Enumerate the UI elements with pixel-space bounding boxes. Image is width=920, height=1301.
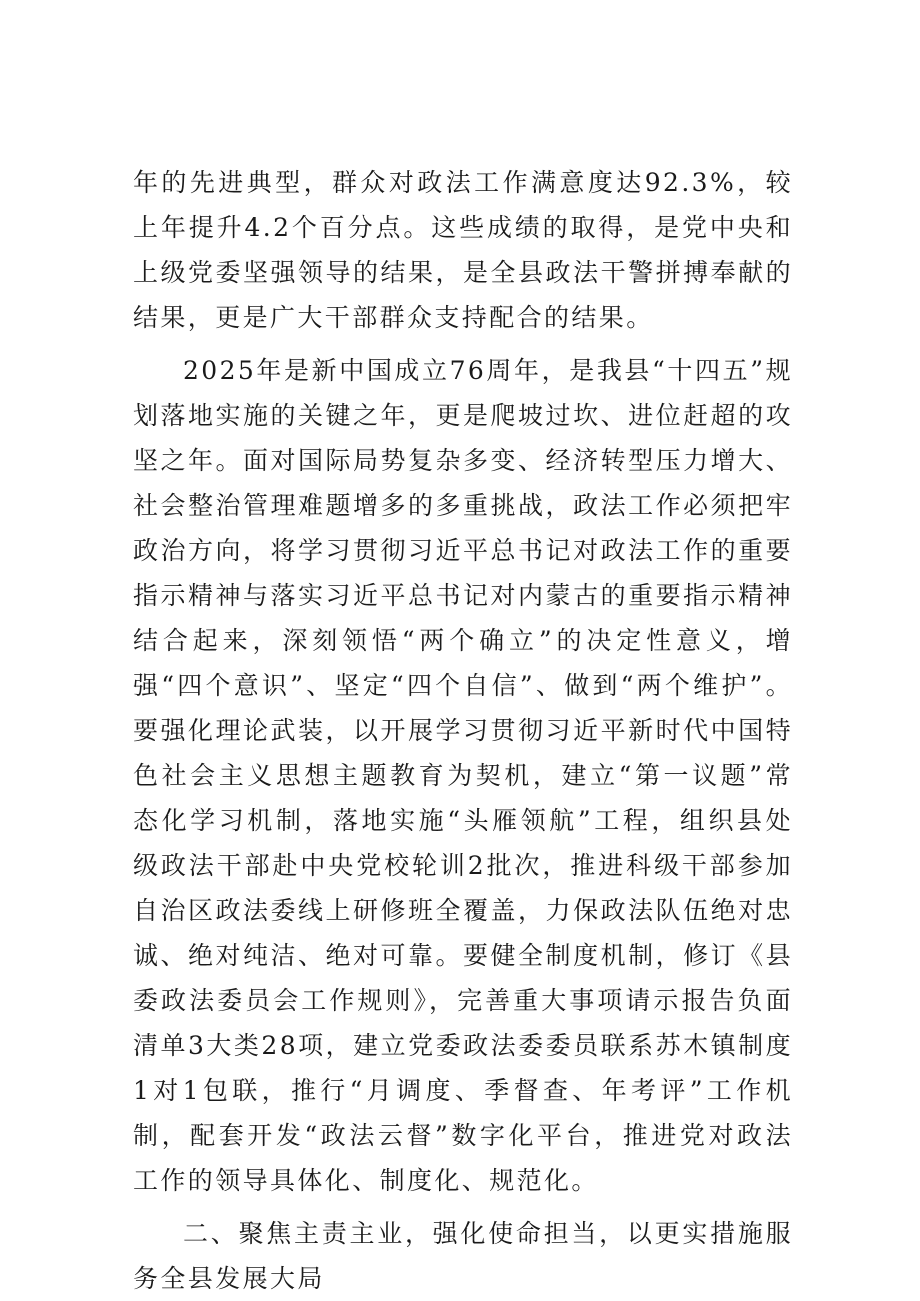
document-body bbox=[133, 160, 793, 1301]
paragraph-2025-political-direction: 2025年是新中国成立76周年，是我县“十四五”规划落地实施的关键之年，更是爬坡过坎、进位赶超的攻坚之年。面对国际局势复杂多变、经济转型压力增大、社会整治管理难题增多的多重挑战，政法工作必须把牢政治方向，将学习贯彻习近平总书记对政法工作的重要指示精神与落实习近平总书记对内蒙古的重要指示精神结合起来，深刻领悟“两个确立”的决定性意义，增强“四个意识”、坚定“四个自信”、做到“两个维护”。要强化理论武装，以开展学习贯彻习近平新时代中国特色社会主义思想主题教育为契机，建立“第一议题”常态化学习机制，落地实施“头雁领航”工程，组织县处级政法干部赴中央党校轮训2批次，推进科级干部参加自治区政法委线上研修班全覆盖，力保政法队伍绝对忠诚、绝对纯洁、绝对可靠。要健全制度机制，修订《县委政法委员会工作规则》，完善重大事项请示报告负面清单3大类28项，建立党委政法委委员联系苏木镇制度1对1包联，推行“月调度、季督查、年考评”工作机制，配套开发“政法云督”数字化平台，推进党对政法工作的领导具体化、制度化、规范化。 bbox=[133, 356, 793, 1195]
section-heading-two: 二、聚焦主责主业，强化使命担当，以更实措施服务全县发展大局 bbox=[133, 1219, 793, 1293]
paragraph-results-continued: 年的先进典型，群众对政法工作满意度达92.3%，较上年提升4.2个百分点。这些成绩的取得，是党中央和上级党委坚强领导的结果，是全县政法干警拼搏奉献的结果，更是广大干部群众支持配合的结果。 bbox=[133, 168, 793, 332]
